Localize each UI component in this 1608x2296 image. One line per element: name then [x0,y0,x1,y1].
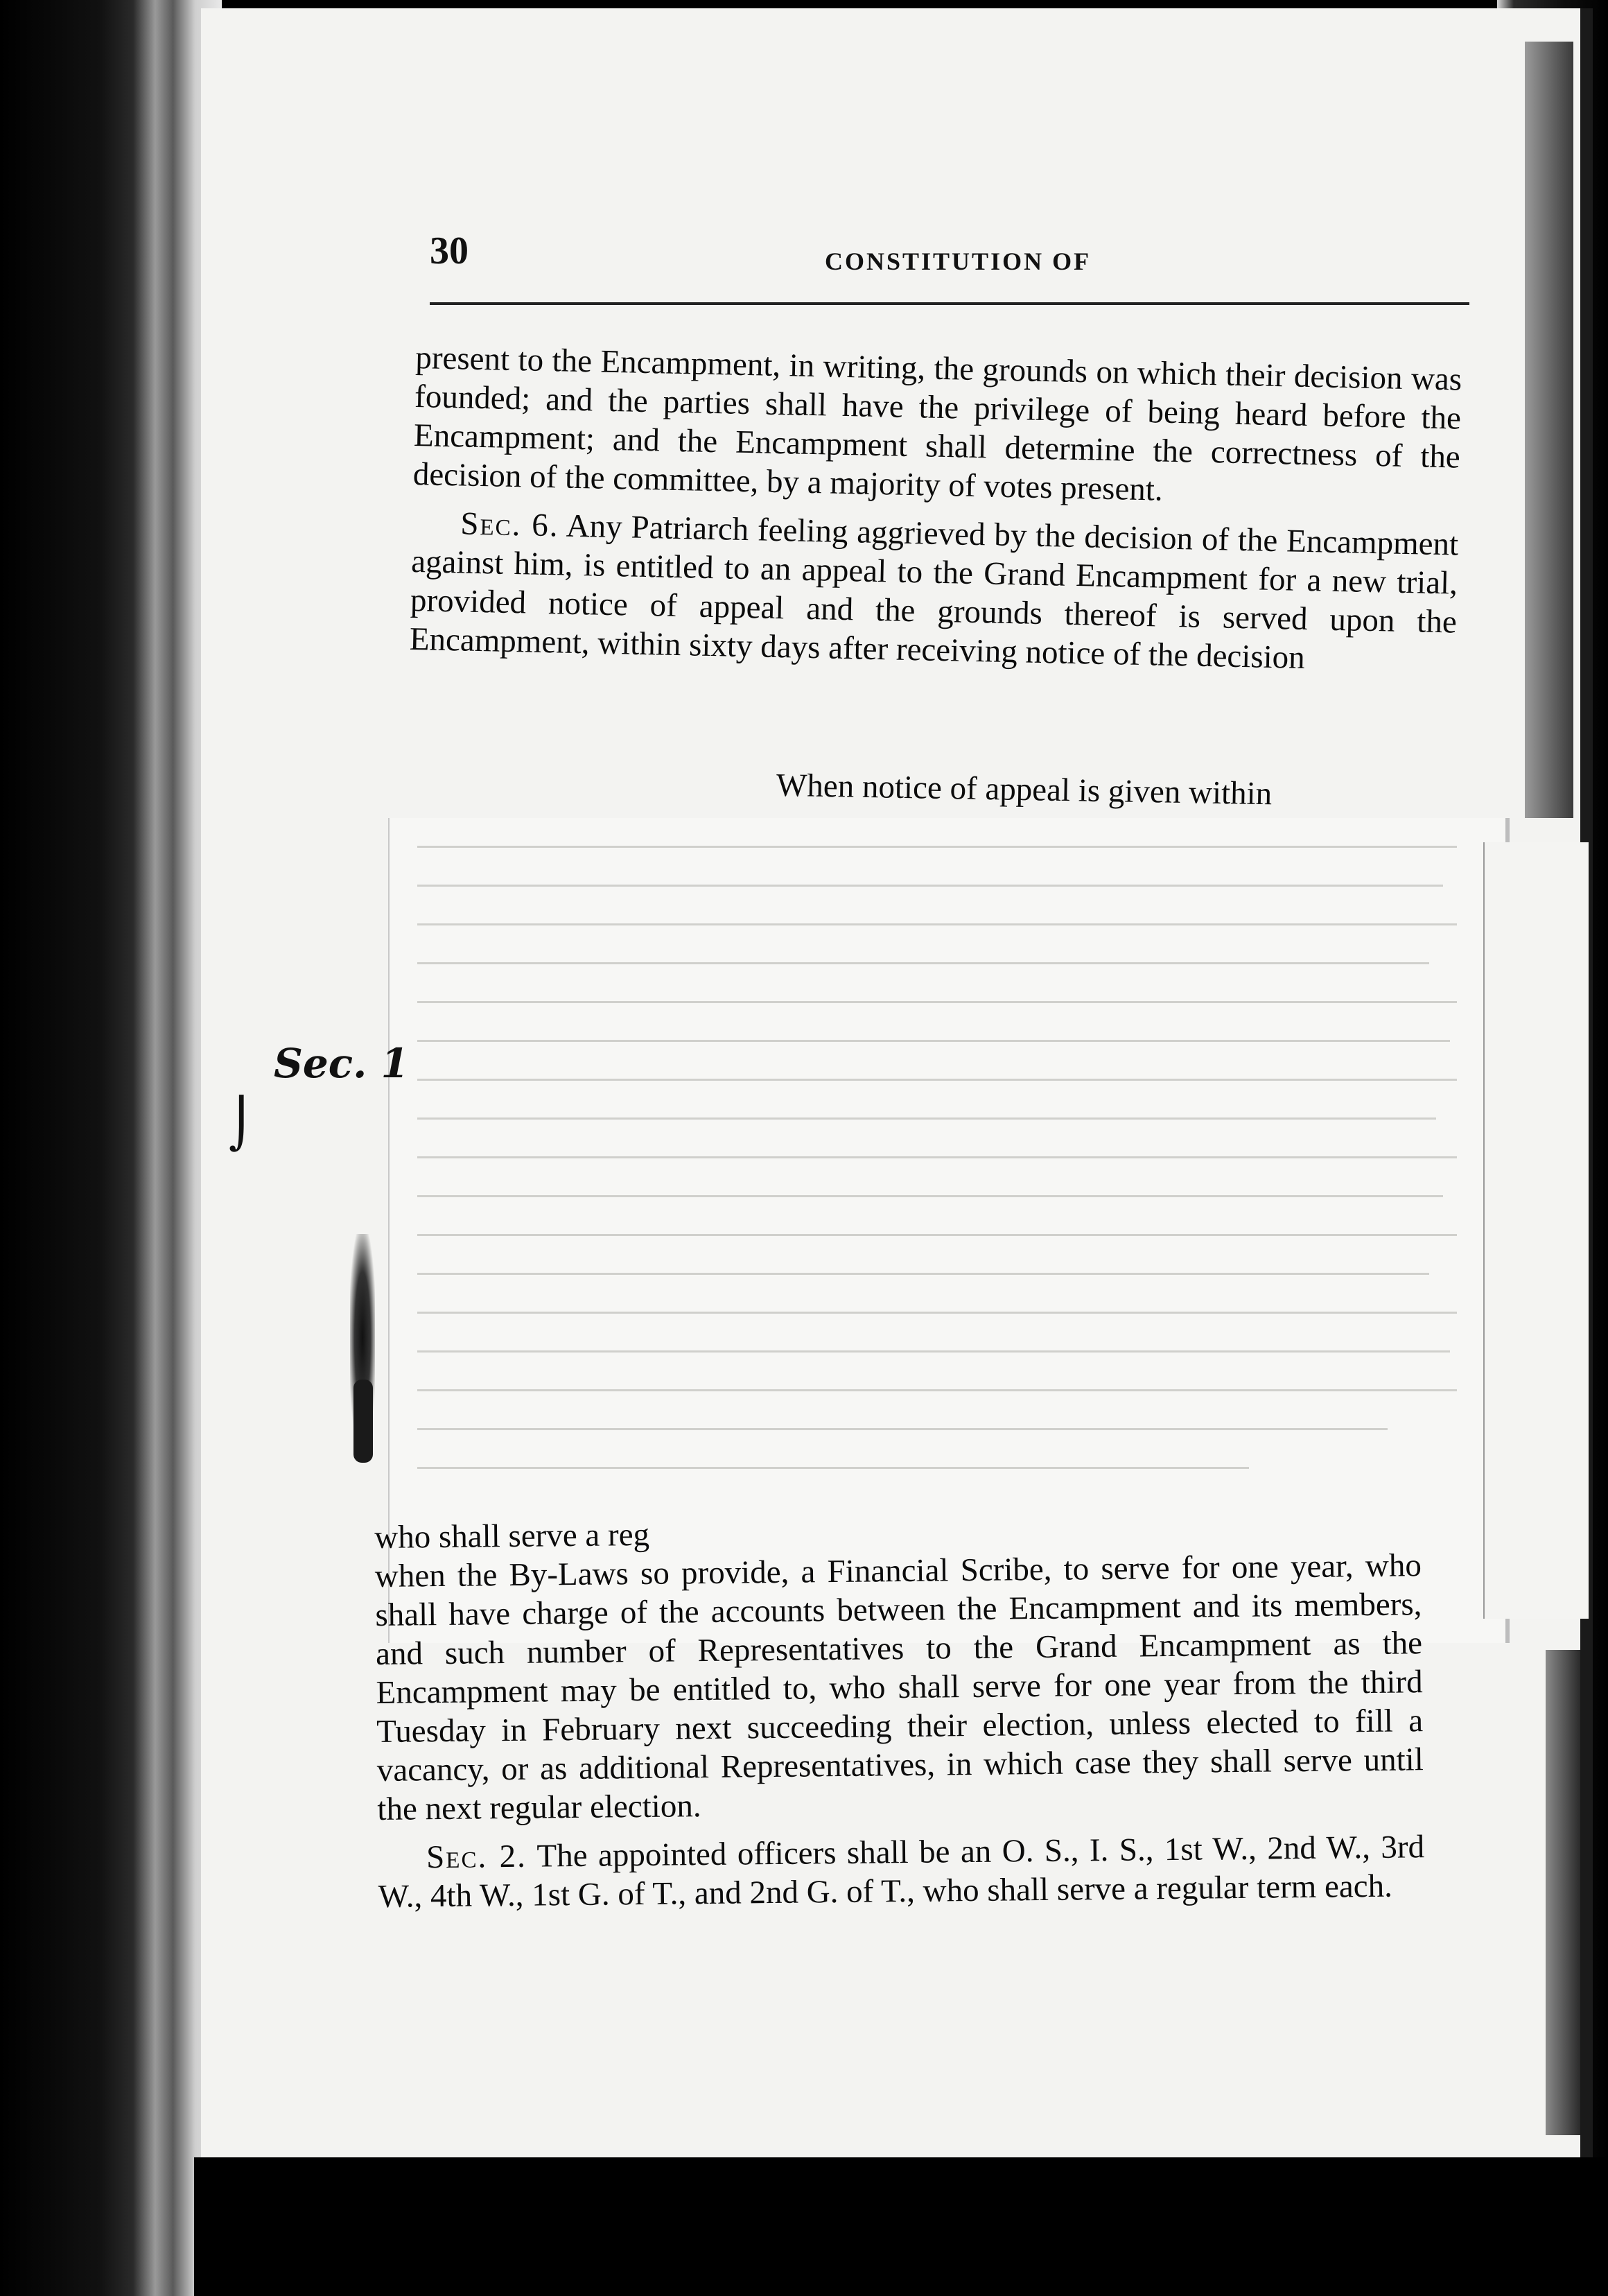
section-6-label: Sec. 6. [460,505,560,544]
faded-text-line [417,1117,1436,1120]
handwritten-margin-note: Sec. 1 [274,1040,409,1087]
faded-text-line [417,1350,1450,1353]
upper-text-block [409,338,1462,690]
header-rule [430,302,1469,305]
section-6-paragraph [409,503,1458,681]
section-6-body: Any Patriarch feeling aggrieved by the decision of the Encampment against him, is entitled to an appeal to the Grand Encampment for a new trial, provided notice of appeal and the grounds thereof is served upon the Encampment, within sixty days after receiving notice of the decision [409,507,1459,676]
ink-smudge [353,1380,373,1463]
faded-text-line [417,1079,1457,1081]
faded-text-line [417,885,1443,887]
margin-mark: ⌡ [229,1095,254,1152]
faded-text-line [417,1389,1457,1391]
faded-text-line [417,923,1457,925]
page-number: 30 [430,229,469,272]
slip-edge [1483,842,1589,1619]
faded-text-line [417,1040,1450,1042]
faded-text-line [417,1428,1388,1430]
faded-text-line [417,846,1457,848]
faded-text-line [417,1001,1457,1003]
bottom-shadow [194,2157,1608,2296]
faded-text-line [417,1312,1457,1314]
faded-text-line [417,1467,1249,1469]
faded-text-line [417,962,1429,964]
faded-text-line [417,1195,1443,1197]
faded-text-line [417,1273,1429,1275]
truncated-line: When notice of appeal is given within [776,767,1273,812]
section-2-paragraph [378,1827,1425,1916]
book-left-edge [0,0,222,2296]
continuation-paragraph: present to the Encampment, in writing, the grounds on which their decision was founded; and the parties shall have the privilege of being heard before the Encampment; and the Encampment shall determine the correctness of the decision of the committee, by a majority of votes present. [412,339,1462,508]
section-2-body: The appointed officers shall be an O. S., I. S., 1st W., 2nd W., 3rd W., 4th W., 1st G. of T., and 2nd G. of T., who shall serve a regular term each. [378,1829,1425,1915]
page-edge-shadow-lower [1546,1650,1580,2135]
financial-scribe-paragraph: when the By-Laws so provide, a Financial Scribe, to serve for one year, who shall have charge of the accounts between the Encampment and its members, and such number of Representatives to the Grand Encampment as the Encampment may be entitled to, who shall serve for one year from the third Tuesday in February next succeeding their election, unless elected to fill a vacancy, or as additional Representatives, in which case they shall serve until the next regular election. [374,1547,1424,1827]
lower-text-block [374,1507,1425,1926]
faded-text-line [417,1156,1457,1158]
page-edge-shadow [1525,42,1573,818]
running-head: CONSTITUTION OF [825,247,1092,275]
faded-text-line [417,1234,1457,1236]
section-2-label: Sec. 2. [426,1838,527,1876]
partial-line: who shall serve a reg [374,1516,650,1556]
